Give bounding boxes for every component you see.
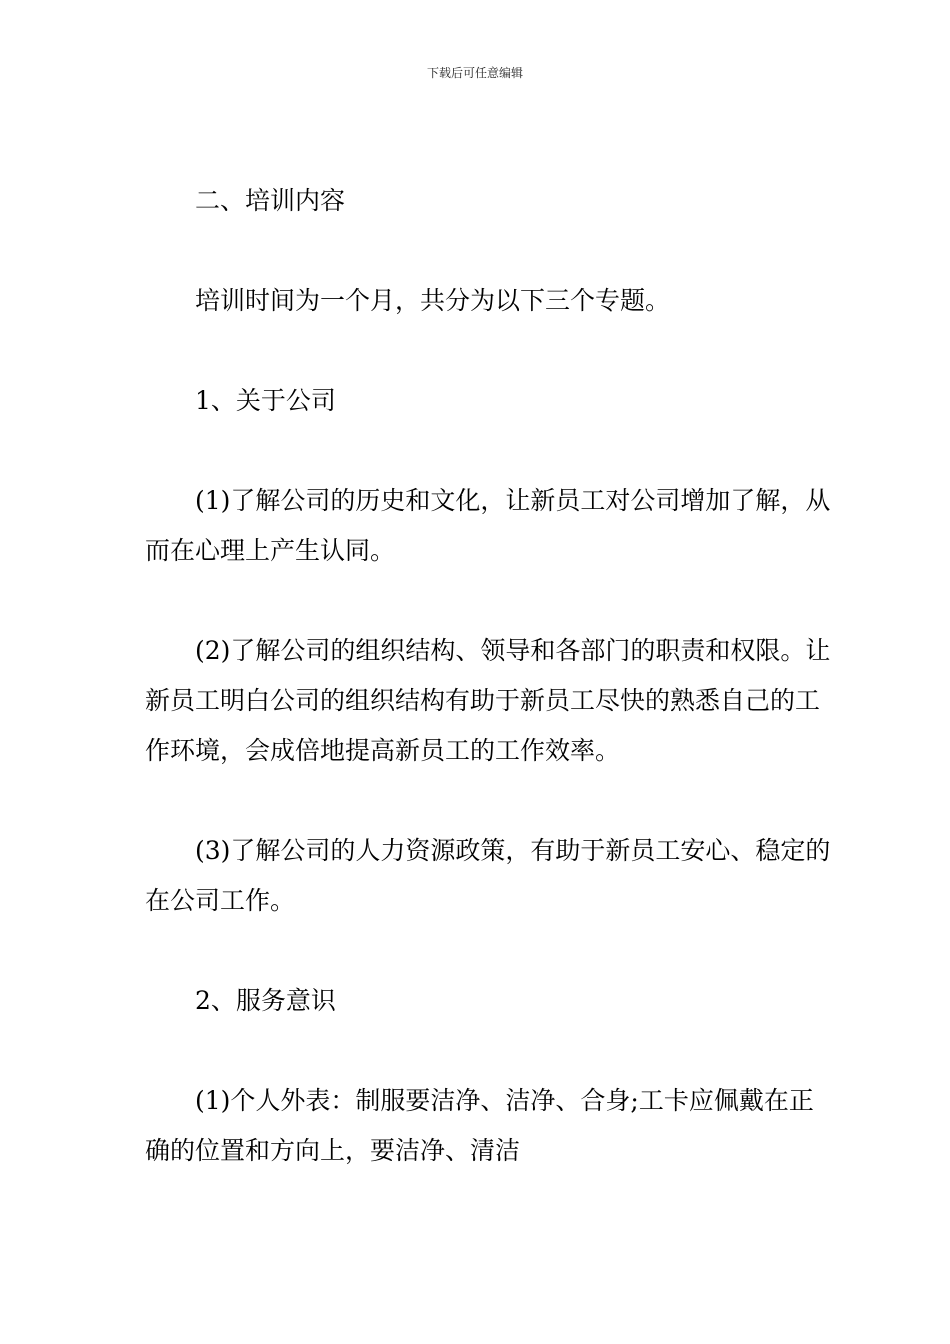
section-heading-training-content: 二、培训内容 <box>195 186 346 215</box>
subsection-heading-service-awareness: 2、服务意识 <box>195 986 336 1015</box>
paragraph-intro: 培训时间为一个月，共分为以下三个专题。 <box>195 286 671 315</box>
paragraph-item-3: (3)了解公司的人力资源政策，有助于新员工安心、稳定的在公司工作。 <box>145 836 831 915</box>
page-header-note: 下载后可任意编辑 <box>426 66 523 80</box>
paragraph-item-1: (1)了解公司的历史和文化，让新员工对公司增加了解，从而在心理上产生认同。 <box>145 486 831 565</box>
document-body <box>145 176 835 1176</box>
paragraph-item-2: (2)了解公司的组织结构、领导和各部门的职责和权限。让新员工明白公司的组织结构有助于新员工尽快的熟悉自己的工作环境，会成倍地提高新员工的工作效率。 <box>145 636 831 765</box>
subsection-heading-about-company: 1、关于公司 <box>195 386 336 415</box>
paragraph-item-4: (1)个人外表：制服要洁净、洁净、合身;工卡应佩戴在正确的位置和方向上，要洁净、清洁 <box>145 1086 814 1165</box>
